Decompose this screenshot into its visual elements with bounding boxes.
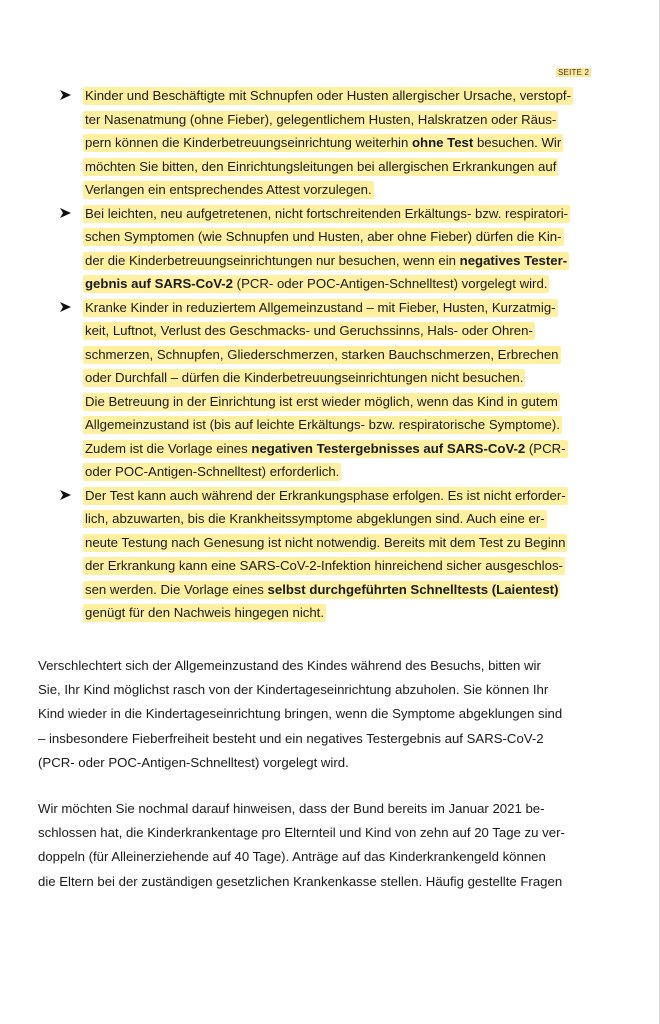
- bullet-line: [83, 507, 600, 531]
- paragraph-line: Kind wieder in die Kindertageseinrichtung bringen, wenn die Symptome abgeklungen sind: [38, 706, 563, 722]
- text-run: Verlangen ein entsprechendes Attest vorzulegen.: [85, 182, 372, 197]
- paragraph-line: Wir möchten Sie nochmal darauf hinweisen, dass der Bund bereits im Januar 2021 be-: [38, 801, 545, 816]
- bullet-line: [83, 108, 600, 132]
- text-run: neute Testung nach Genesung ist nicht notwendig. Bereits mit dem Test zu Beginn: [85, 534, 566, 550]
- arrowhead-bullet-icon: [60, 486, 71, 506]
- text-run: Bei leichten, neu aufgetretenen, nicht fortschreitenden Erkältungs- bzw. respiratori-: [85, 205, 569, 221]
- paragraph-line: die Eltern bei der zuständigen gesetzlichen Krankenkasse stellen. Häufig gestellte Fragen: [38, 873, 563, 889]
- text-run: lich, abzuwarten, bis die Krankheitssymptome abgeklungen sind. Auch eine er-: [85, 511, 545, 526]
- bullet-line: [83, 249, 600, 273]
- text-run: Zudem ist die Vorlage eines: [85, 440, 252, 456]
- bold-text: negativen Testergebnisses auf SARS-CoV-2: [251, 440, 526, 456]
- paragraph-condition-worsens: [38, 654, 598, 775]
- paragraph-line: (PCR- oder POC-Antigen-Schnelltest) vorgelegt wird.: [38, 754, 349, 770]
- text-run: pern können die Kinderbetreuungseinrichtung weiterhin: [85, 135, 412, 150]
- arrowhead-bullet-icon: [60, 86, 71, 106]
- text-run: keit, Luftnot, Verlust des Geschmacks- und Geruchssinns, Hals- oder Ohren-: [85, 323, 533, 338]
- paragraph-child-sick-days: [38, 797, 598, 894]
- bold-text: selbst durchgeführten Schnelltests (Laientest): [267, 581, 559, 597]
- bold-text: ohne Test: [411, 135, 474, 150]
- bullet-line: [83, 272, 600, 296]
- bullet-line: [83, 531, 600, 555]
- text-run: oder Durchfall – dürfen die Kinderbetreuungseinrichtungen nicht besuchen.: [85, 370, 524, 385]
- bullet-line: [83, 554, 600, 578]
- bullet-line: [83, 601, 600, 625]
- text-run: sen werden. Die Vorlage eines: [85, 581, 268, 597]
- bullet-line: [83, 202, 600, 226]
- bullet-item: [60, 296, 600, 484]
- bullet-line: [83, 366, 600, 390]
- bullet-line: [83, 437, 600, 461]
- text-run: schmerzen, Schnupfen, Gliederschmerzen, starken Bauchschmerzen, Erbrechen: [85, 346, 559, 362]
- text-run: Kinder und Beschäftigte mit Schnupfen oder Husten allergischer Ursache, verstopf-: [85, 88, 571, 103]
- bullet-line: [83, 390, 600, 414]
- text-run: der die Kinderbetreuungseinrichtungen nur besuchen, wenn ein: [85, 252, 460, 268]
- arrowhead-bullet-icon: [60, 298, 71, 318]
- bullet-item: [60, 484, 600, 625]
- bullet-line: [83, 578, 600, 602]
- text-run: Der Test kann auch während der Erkrankungsphase erfolgen. Es ist nicht erforder-: [85, 487, 566, 503]
- highlighted-bullet-list: [60, 84, 600, 625]
- bullet-line: [83, 178, 600, 202]
- paragraph-line: doppeln (für Alleinerziehende auf 40 Tage). Anträge auf das Kinderkrankengeld können: [38, 849, 546, 865]
- bullet-item: [60, 202, 600, 296]
- paragraph-line: – insbesondere Fieberfreiheit besteht und ein negatives Testergebnis auf SARS-CoV-2: [38, 730, 544, 746]
- text-run: oder POC-Antigen-Schnelltest) erforderlich.: [85, 464, 340, 479]
- text-run: (PCR- oder POC-Antigen-Schnelltest) vorgelegt wird.: [233, 276, 548, 291]
- text-run: der Erkrankung kann eine SARS-CoV-2-Infektion hinreichend sicher ausgeschlos-: [85, 558, 563, 573]
- bullet-line: [83, 319, 600, 343]
- bullet-line: [83, 343, 600, 367]
- bullet-item: [60, 84, 600, 202]
- text-run: möchten Sie bitten, den Einrichtungsleitungen bei allergischen Erkrankungen auf: [85, 158, 557, 174]
- paragraph-line: Verschlechtert sich der Allgemeinzustand des Kindes während des Besuchs, bitten wir: [38, 658, 541, 673]
- text-run: Kranke Kinder in reduziertem Allgemeinzustand – mit Fieber, Husten, Kurzatmig-: [85, 299, 556, 315]
- arrowhead-bullet-icon: [60, 204, 71, 224]
- bullet-line: [83, 155, 600, 179]
- paragraph-line: Sie, Ihr Kind möglichst rasch von der Kindertageseinrichtung abzuholen. Sie können Ihr: [38, 682, 549, 698]
- bold-text: gebnis auf SARS-CoV-2: [85, 276, 234, 291]
- bullet-line: [83, 296, 600, 320]
- bullet-line: [83, 225, 600, 249]
- text-run: schen Symptomen (wie Schnupfen und Husten, aber ohne Fieber) dürfen die Kin-: [85, 229, 562, 244]
- text-run: besuchen. Wir: [473, 135, 562, 150]
- bullet-line: [83, 460, 600, 484]
- text-run: Allgemeinzustand ist (bis auf leichte Erkältungs- bzw. respiratorische Symptome).: [85, 417, 560, 432]
- bullet-line: [83, 84, 600, 108]
- bullet-line: [83, 131, 600, 155]
- text-run: (PCR-: [525, 440, 566, 456]
- bold-text: negatives Tester-: [459, 252, 568, 268]
- bullet-line: [83, 484, 600, 508]
- text-run: ter Nasenatmung (ohne Fieber), gelegentlichem Husten, Halskratzen oder Räus-: [85, 111, 557, 127]
- paragraph-line: schlossen hat, die Kinderkrankentage pro Elternteil und Kind von zehn auf 20 Tage zu ver-: [38, 825, 565, 841]
- text-run: genügt für den Nachweis hingegen nicht.: [85, 605, 325, 620]
- page-number: SEITE 2: [558, 68, 590, 77]
- text-run: Die Betreuung in der Einrichtung ist erst wieder möglich, wenn das Kind in gutem: [85, 393, 558, 409]
- bullet-line: [83, 413, 600, 437]
